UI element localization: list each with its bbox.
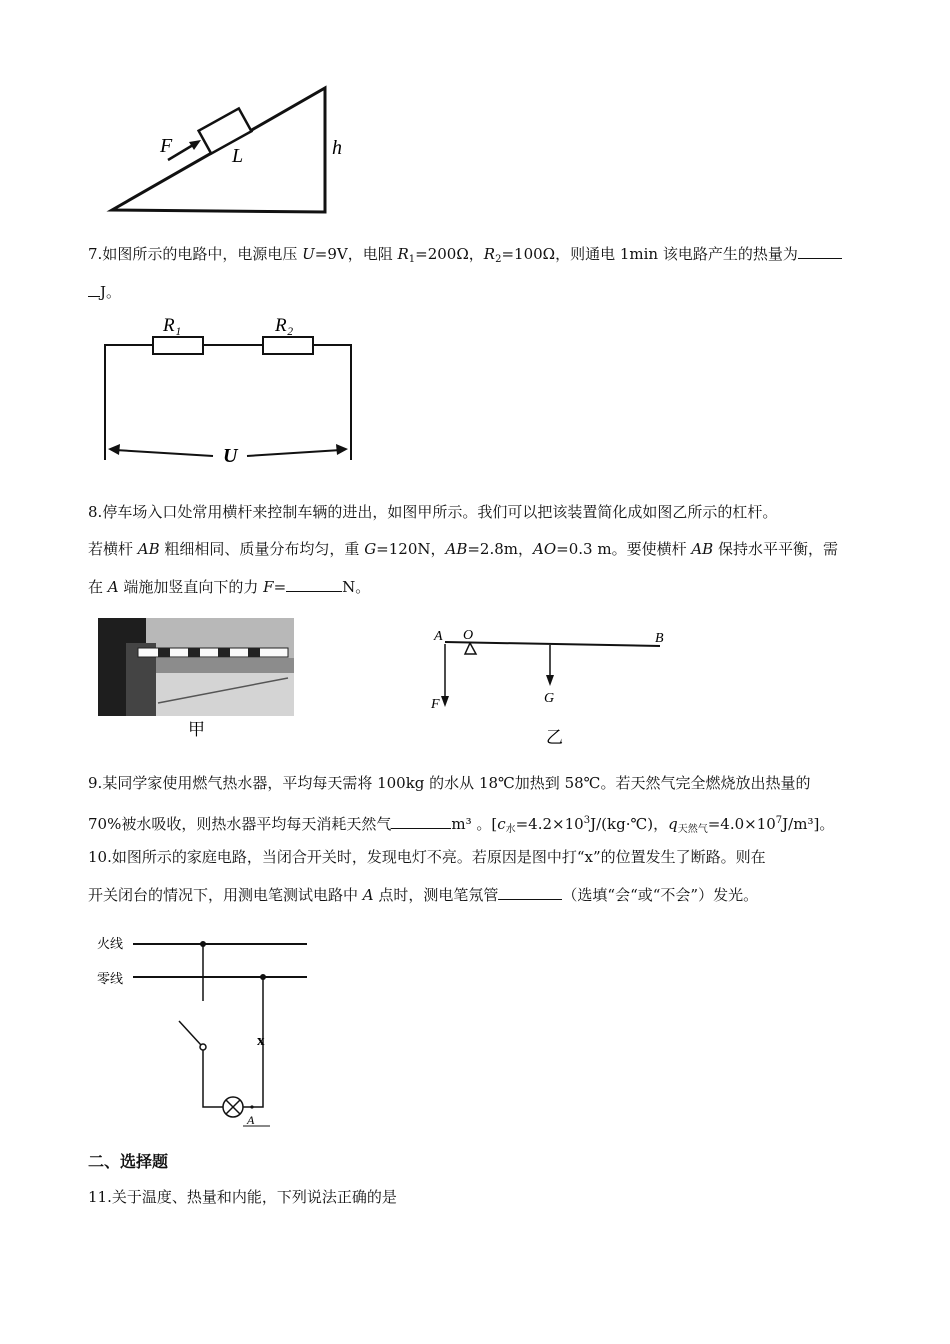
incline-label-length: L bbox=[232, 145, 244, 167]
voltage-arrow-left-head bbox=[108, 444, 120, 455]
q10-line1: 10.如图所示的家庭电路，当闭合开关时，发现电灯不亮。若原因是图中打“x”的位置发生了断路。则在 bbox=[88, 848, 766, 866]
incline-label-height: h bbox=[332, 137, 342, 159]
q11-number: 11. bbox=[88, 1188, 112, 1206]
incline-figure bbox=[100, 80, 370, 220]
break-mark: x bbox=[257, 1033, 265, 1049]
lever-label-b: B bbox=[655, 631, 664, 646]
lever-figure bbox=[425, 620, 675, 750]
resistor-r2 bbox=[263, 337, 313, 354]
voltage-arrow-right bbox=[247, 450, 341, 456]
q7-line2: J。 bbox=[88, 281, 121, 302]
label-voltage: U bbox=[223, 445, 238, 467]
q8-line2: 若横杆 AB 粗细相同、质量分布均匀，重 G=120N，AB=2.8m，AO=0.3 m。要使横杆 AB 保持水平平衡，需 bbox=[88, 540, 838, 558]
q10-line2: 开关闭台的情况下，用测电笔测试电路中 A 点时，测电笔氖管 （选填“会“或“不会”）发光。 bbox=[88, 886, 759, 904]
q8-line1: 8.停车场入口处常用横杆来控制车辆的进出，如图甲所示。我们可以把该装置简化成如图乙所示的杠杆。 bbox=[88, 503, 778, 521]
q8-number: 8. bbox=[88, 503, 103, 521]
incline-block bbox=[199, 108, 252, 153]
switch-to-lamp-wire bbox=[203, 1050, 223, 1107]
label-r2: R₂ bbox=[275, 315, 294, 336]
lever-label-g: G bbox=[544, 691, 555, 706]
q8-answer-blank[interactable] bbox=[286, 576, 342, 592]
lever-label-a: A bbox=[434, 629, 443, 644]
lever-bar bbox=[445, 642, 660, 646]
section-title: 二、选择题 bbox=[88, 1152, 169, 1171]
circuit-left-wire bbox=[105, 345, 153, 460]
photo-caption: 甲 bbox=[188, 720, 205, 739]
gravity-head bbox=[546, 675, 554, 686]
q7-number: 7. bbox=[88, 245, 103, 263]
lever-label-o: O bbox=[463, 628, 474, 643]
label-neutral-wire: 零线 bbox=[97, 971, 124, 986]
lever-caption: 乙 bbox=[546, 728, 563, 747]
force-f-head bbox=[441, 696, 449, 707]
voltage-arrow-right-head bbox=[336, 444, 348, 455]
q7-answer-blank-cont[interactable] bbox=[88, 281, 100, 297]
resistor-r1 bbox=[153, 337, 203, 354]
q8-line3: 在 A 端施加竖直向下的力 F= N。 bbox=[88, 578, 371, 596]
label-point-a: A bbox=[247, 1113, 255, 1127]
q10-number: 10. bbox=[88, 848, 112, 866]
series-circuit-figure bbox=[95, 310, 365, 470]
q9-answer-blank[interactable] bbox=[391, 813, 451, 829]
switch-lever bbox=[179, 1021, 201, 1045]
lever-label-f: F bbox=[431, 697, 440, 712]
label-r1: R₁ bbox=[163, 315, 182, 336]
q7-line1: 7.如图所示的电路中，电源电压 U=9V，电阻 $R_1=200\Omega$，$R_2=100\Omega$，则通电 1min 该电路产生的热量为 bbox=[88, 243, 842, 270]
switch-contact bbox=[200, 1044, 206, 1050]
household-circuit-figure bbox=[95, 925, 325, 1130]
q9-line2: 70%被水吸收，则热水器平均每天消耗天然气 m³ 。[$c_水=4.2\times 10^3J/(kg\cdot℃)$，$q_{天然气}=4.0\times 10^7J/m^3$]。 bbox=[88, 815, 835, 835]
q10-answer-blank[interactable] bbox=[498, 884, 562, 900]
circuit-right-wire bbox=[313, 345, 351, 460]
voltage-arrow-left bbox=[115, 450, 213, 456]
q9-number: 9. bbox=[88, 774, 103, 792]
point-a-dot bbox=[250, 1105, 253, 1108]
q11-line1: 11.关于温度、热量和内能，下列说法正确的是 bbox=[88, 1188, 397, 1206]
incline-label-force: F bbox=[160, 135, 173, 157]
q7-answer-blank[interactable] bbox=[798, 243, 842, 259]
barrier-photo-figure bbox=[98, 618, 296, 748]
q9-line1: 9.某同学家使用燃气热水器，平均每天需将 100kg 的水从 18℃加热到 58℃。若天然气完全燃烧放出热量的 bbox=[88, 774, 811, 792]
fulcrum bbox=[465, 643, 476, 654]
label-live-wire: 火线 bbox=[97, 936, 124, 951]
